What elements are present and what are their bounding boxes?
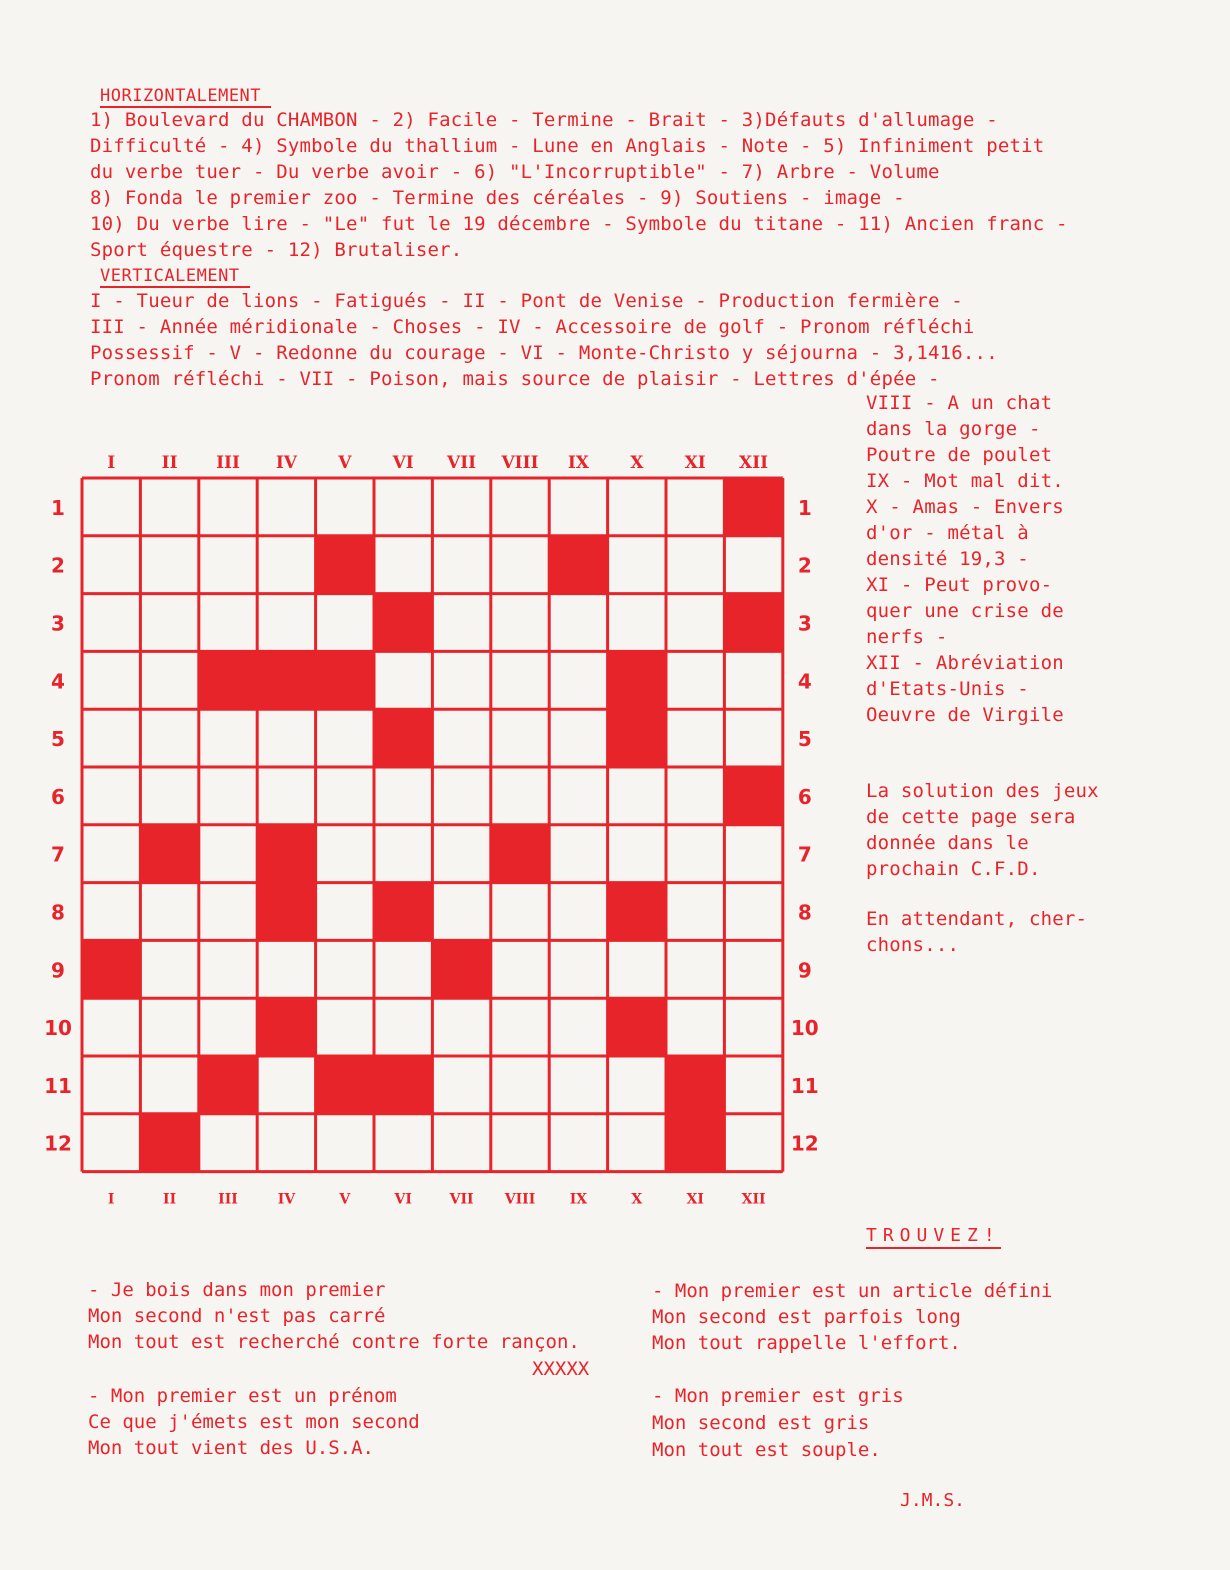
column-label: XII (741, 1191, 766, 1208)
black-cell (724, 594, 782, 652)
row-label: 5 (51, 727, 65, 752)
column-label: V (339, 1191, 351, 1208)
black-cell (257, 825, 315, 883)
black-cell (374, 883, 432, 941)
riddle-separator: XXXXX (532, 1358, 590, 1380)
clue-line: 1) Boulevard du CHAMBON - 2) Facile - Termine - Brait - 3)Défauts d'allumage - (90, 109, 998, 131)
riddle-line: Mon tout est recherché contre forte rançon. (88, 1331, 580, 1353)
column-label: VI (394, 1191, 412, 1208)
clue-line: IX - Mot mal dit. (866, 470, 1064, 492)
row-label: 12 (44, 1131, 72, 1156)
note-line: donnée dans le (866, 832, 1029, 854)
clue-line: X - Amas - Envers (866, 496, 1064, 518)
column-label: X (631, 1191, 643, 1208)
horizontal-heading: HORIZONTALEMENT (100, 86, 271, 108)
black-cell (140, 1114, 198, 1172)
riddle-line: Mon tout vient des U.S.A. (88, 1437, 374, 1459)
row-label: 7 (797, 842, 812, 867)
black-cell (608, 651, 666, 709)
column-label: III (218, 1191, 238, 1208)
clue-line: I - Tueur de lions - Fatigués - II - Pont de Venise - Production fermière - (90, 290, 963, 312)
clue-line: VIII - A un chat (866, 392, 1053, 414)
black-cell (316, 536, 374, 594)
row-label: 1 (797, 495, 812, 520)
black-cell (257, 651, 315, 709)
black-cell (608, 709, 666, 767)
black-cell (82, 940, 140, 998)
note-line: prochain C.F.D. (866, 858, 1041, 880)
column-label: IX (569, 1191, 588, 1208)
column-label: VII (447, 453, 477, 473)
column-label: IX (567, 453, 589, 473)
row-label: 10 (790, 1016, 819, 1041)
clue-line: quer une crise de (866, 600, 1064, 622)
note-line: En attendant, cher- (866, 908, 1088, 930)
column-label: IV (277, 1191, 296, 1208)
clue-line: d'or - métal à (866, 522, 1029, 544)
black-cell (374, 1056, 432, 1114)
clue-line: du verbe tuer - Du verbe avoir - 6) "L'Incorruptible" - 7) Arbre - Volume (90, 161, 940, 183)
column-label: X (630, 453, 644, 473)
black-cell (316, 651, 374, 709)
clue-line: Sport équestre - 12) Brutaliser. (90, 239, 463, 261)
clue-line: 8) Fonda le premier zoo - Termine des céréales - 9) Soutiens - image - (90, 187, 905, 209)
column-label: VI (392, 453, 414, 473)
clue-line: d'Etats-Unis - (866, 678, 1029, 700)
note-line: chons... (866, 934, 960, 956)
black-cell (199, 651, 257, 709)
clue-line: nerfs - (866, 626, 948, 648)
column-label: IV (275, 453, 297, 473)
note-line: de cette page sera (866, 806, 1076, 828)
riddle-line: - Mon premier est gris (652, 1385, 904, 1407)
riddle-line: Mon tout est souple. (652, 1439, 881, 1461)
black-cell (257, 998, 315, 1056)
black-cell (491, 825, 549, 883)
row-label: 3 (797, 611, 812, 636)
black-cell (666, 1056, 724, 1114)
clue-line: Oeuvre de Virgile (866, 704, 1064, 726)
black-cell (374, 709, 432, 767)
vertical-heading: VERTICALEMENT (100, 266, 250, 288)
row-label: 4 (797, 669, 812, 694)
column-label: I (107, 453, 116, 473)
clue-line: 10) Du verbe lire - "Le" fut le 19 décembre - Symbole du titane - 11) Ancien franc - (90, 213, 1068, 235)
row-label: 11 (44, 1073, 72, 1098)
black-cell (374, 594, 432, 652)
column-label: V (338, 453, 352, 473)
black-cell (316, 1056, 374, 1114)
black-cell (724, 767, 782, 825)
row-label: 12 (790, 1131, 819, 1156)
clue-line: densité 19,3 - (866, 548, 1029, 570)
column-label: XI (684, 453, 706, 473)
riddle-line: Mon second n'est pas carré (88, 1305, 386, 1327)
riddle-line: Mon tout rappelle l'effort. (652, 1332, 961, 1354)
clue-line: dans la gorge - (866, 418, 1041, 440)
black-cell (608, 883, 666, 941)
row-label: 9 (797, 958, 812, 983)
row-label: 11 (790, 1073, 819, 1098)
riddle-line: Ce que j'émets est mon second (88, 1411, 420, 1433)
row-label: 8 (797, 900, 812, 925)
riddle-line: Mon second est parfois long (652, 1306, 961, 1328)
black-cell (432, 940, 490, 998)
black-cell (257, 883, 315, 941)
clue-line: Difficulté - 4) Symbole du thallium - Lune en Anglais - Note - 5) Infiniment petit (90, 135, 1045, 157)
column-label: VII (449, 1191, 474, 1208)
column-label: III (216, 453, 240, 473)
riddle-line: - Je bois dans mon premier (88, 1279, 386, 1301)
clue-line: Pronom réfléchi - VII - Poison, mais source de plaisir - Lettres d'épée - (90, 368, 940, 390)
black-cell (549, 536, 607, 594)
row-label: 6 (51, 784, 65, 809)
row-label: 7 (51, 842, 65, 867)
note-line: La solution des jeux (866, 780, 1099, 802)
column-label: II (163, 1191, 177, 1208)
row-label: 9 (51, 958, 65, 983)
signature: J.M.S. (900, 1490, 966, 1511)
clue-line: Possessif - V - Redonne du courage - VI - Monte-Christo y séjourna - 3,1416... (90, 342, 998, 364)
row-label: 3 (51, 611, 65, 636)
row-label: 1 (51, 495, 65, 520)
riddle-line: - Mon premier est un prénom (88, 1385, 397, 1407)
black-cell (724, 478, 782, 536)
column-label: VIII (501, 453, 539, 473)
trouvez-heading: TROUVEZ! (866, 1225, 1001, 1249)
black-cell (199, 1056, 257, 1114)
riddle-line: Mon second est gris (652, 1412, 870, 1434)
clue-line: XII - Abréviation (866, 652, 1064, 674)
row-label: 4 (51, 669, 65, 694)
row-label: 6 (797, 784, 812, 809)
row-label: 10 (44, 1016, 72, 1041)
row-label: 2 (51, 553, 65, 578)
row-label: 5 (797, 727, 812, 752)
clue-line: Poutre de poulet (866, 444, 1053, 466)
row-label: 2 (797, 553, 812, 578)
column-label: VIII (504, 1191, 536, 1208)
clue-line: XI - Peut provo- (866, 574, 1053, 596)
clue-line: III - Année méridionale - Choses - IV - Accessoire de golf - Pronom réfléchi (90, 316, 975, 338)
column-label: II (161, 453, 178, 473)
black-cell (666, 1114, 724, 1172)
row-label: 8 (51, 900, 65, 925)
column-label: XI (686, 1191, 704, 1208)
black-cell (140, 825, 198, 883)
black-cell (608, 998, 666, 1056)
riddle-line: - Mon premier est un article défini (652, 1280, 1053, 1302)
column-label: XII (739, 453, 769, 473)
column-label: I (107, 1191, 115, 1208)
